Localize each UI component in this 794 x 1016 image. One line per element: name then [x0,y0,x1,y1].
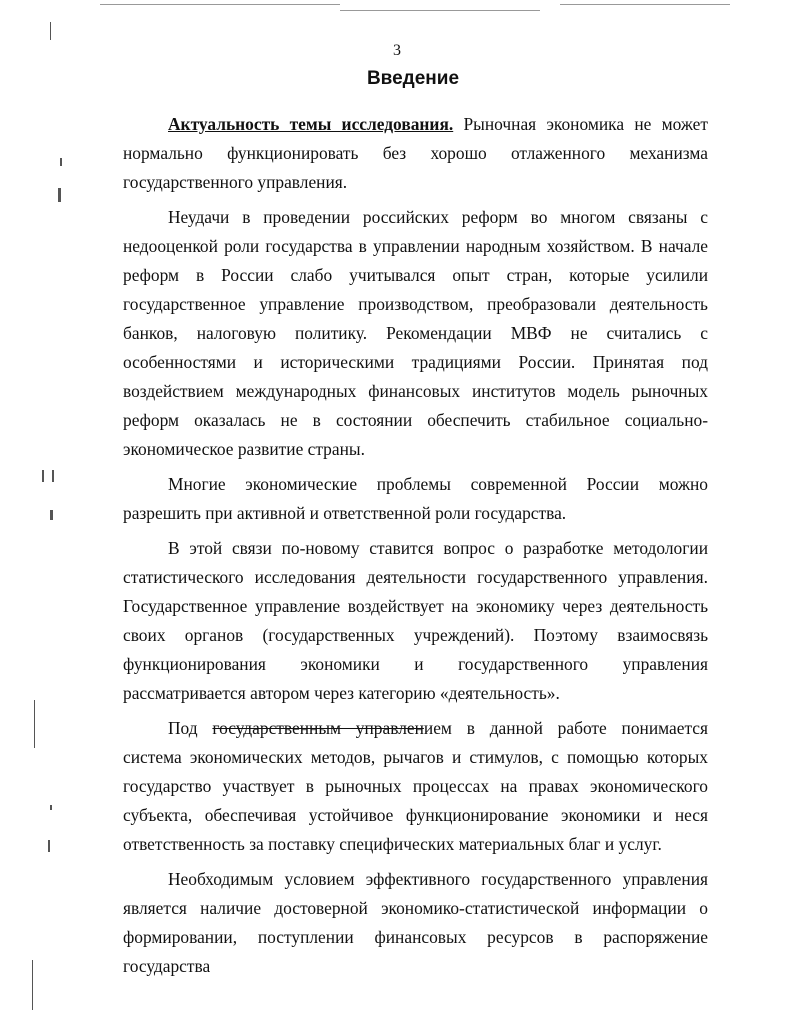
struck-text: государственным управлен [212,718,424,738]
paragraph-text: Рыночная экономика не может нормально функционировать без хорошо отлаженного механизма государственного управления. [123,114,708,192]
scan-mark [50,510,53,520]
scan-mark [100,4,340,5]
scan-mark [34,700,35,748]
paragraph-methodology [123,534,708,708]
scan-mark [60,158,62,166]
scan-mark [58,188,61,202]
paragraph-text-start: Под [168,718,213,738]
paragraph-text: Необходимым условием эффективного государственного управления является наличие достоверной экономико-статистической информации о формировании, поступлении финансовых ресурсов в распоряжение государства [123,869,708,976]
document-body [123,110,708,987]
page-number: 3 [393,42,401,59]
paragraph-text: Неудачи в проведении российских реформ во многом связаны с недооценкой роли государства в управлении народным хозяйством. В начале реформ в России слабо учитывался опыт стран, которые усилили государственное управление производством, преобразовали деятельность банков, налоговую политику. Рекомендации МВФ не считались с особенностями и историческими традициями России. Принятая под воздействием международных финансовых институтов модель рыночных реформ оказалась не в состоянии обеспечить стабильное социально-экономическое развитие страны. [123,207,708,459]
scan-mark [48,840,50,852]
lead-heading: Актуальность темы исследования. [168,114,454,134]
scan-mark [50,805,52,810]
scan-mark [50,22,51,40]
scan-mark [42,470,44,482]
page-title: Введение [366,68,460,89]
paragraph-text: Многие экономические проблемы современной России можно разрешить при активной и ответственной роли государства. [123,474,708,523]
scan-mark [340,10,540,11]
scan-mark [560,4,730,5]
paragraph-text: ием в данной работе понимается система экономических методов, рычагов и стимулов, с помощью которых государство участвует в рыночных процессах на правах экономического субъекта, обеспечивая устойчивое функционирование экономики и неся ответственность за поставку специфических материальных благ и услуг. [123,718,708,854]
scan-mark [52,470,54,482]
paragraph-condition [123,865,708,981]
paragraph-relevance [123,110,708,197]
scan-mark [32,960,33,1010]
paragraph-text: В этой связи по-новому ставится вопрос о разработке методологии статистического исследования деятельности государственного управления. Государственное управление воздействует на экономику через деятельность своих органов (государственных учреждений). Поэтому взаимосвязь функционирования экономики и государственного управления рассматривается автором через категорию «деятельность». [123,538,708,703]
paragraph-problems [123,470,708,528]
paragraph-reforms [123,203,708,464]
paragraph-definition [123,714,708,859]
